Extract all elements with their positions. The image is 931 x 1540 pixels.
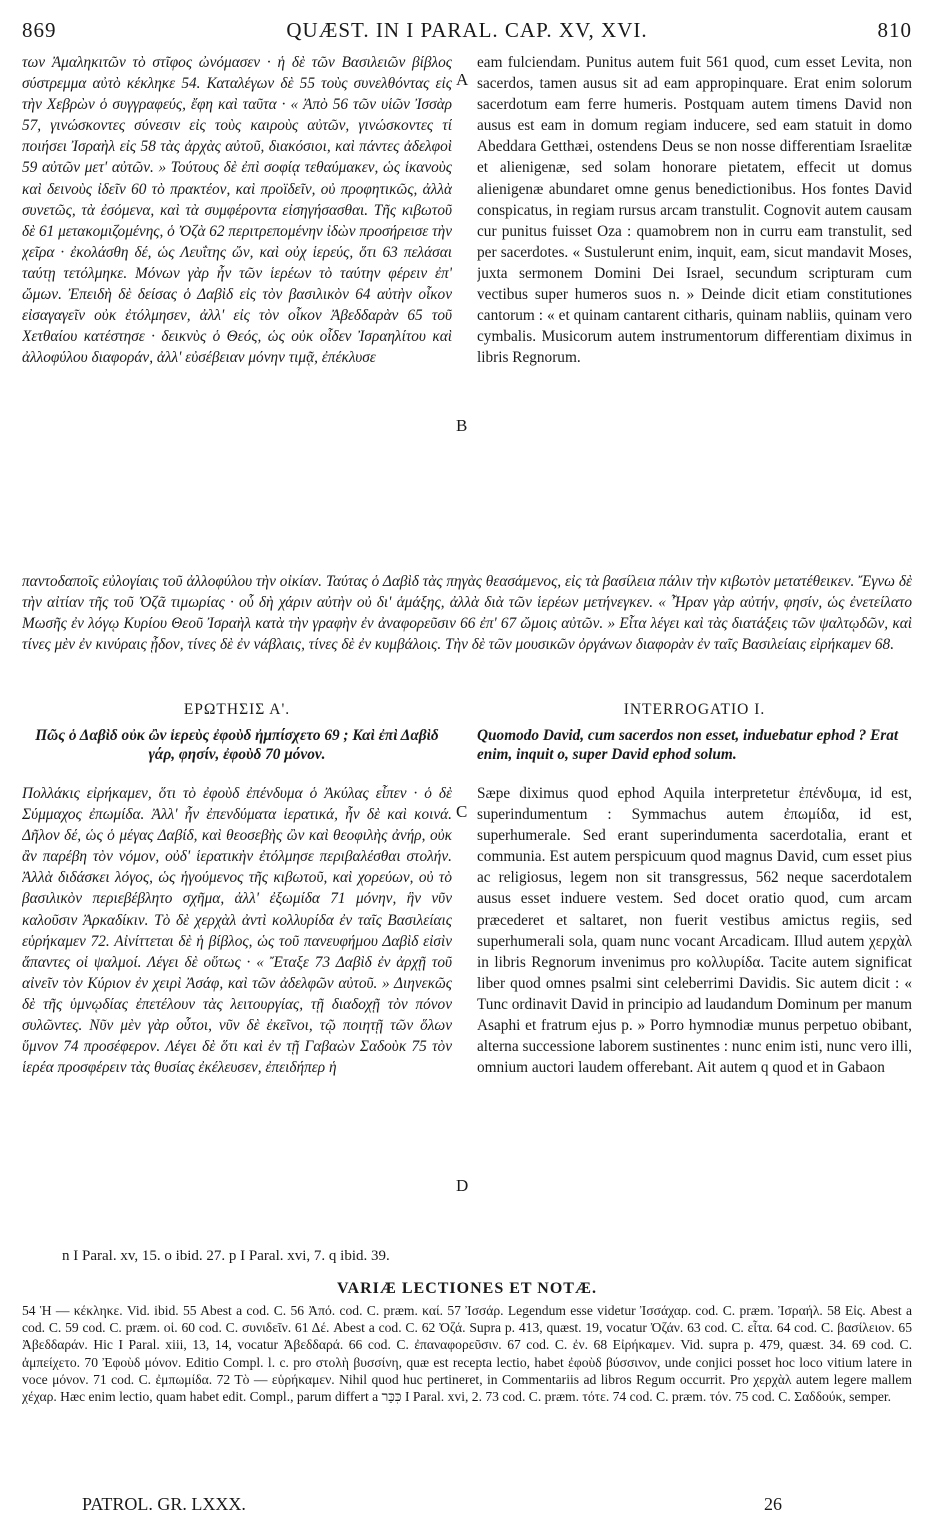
greek-column-body	[22, 783, 452, 1241]
running-title: QUÆST. IN I PARAL. CAP. XV, XVI.	[286, 18, 648, 42]
latin-column-body	[477, 783, 912, 1241]
page-number-left: 869	[22, 18, 57, 42]
margin-letter-a: A	[456, 70, 469, 89]
margin-letter-b: B	[456, 416, 468, 435]
running-header	[22, 18, 912, 48]
scripture-references: n I Paral. xv, 15. o ibid. 27. p I Paral. xvi, 7. q ibid. 39.	[62, 1248, 390, 1264]
greek-full-text: παντοδαποῖς εὐλογίαις τοῦ ἀλλοφύλου τὴν οἰκίαν. Ταύτας ὁ Δαβὶδ τὰς πηγὰς θεασάμενος, εἰς τὰ βασίλεια πάλιν τὴν κιβωτὸν μετατέθεικεν. Ἔγνω δὲ τὴν αἰτίαν τῆς τοῦ Ὀζᾶ τιμωρίας · οὗ δὴ χάριν αὐτὴν οὐ δι' ἁμάξης, ἀλλὰ διὰ τῶν ἱερέων μετήνεγκεν. « Ἦραν γὰρ αὐτήν, φησίν, ὡς ἐνετείλατο Μωσῆς ἐν λόγῳ Κυρίου Θεοῦ Ἰσραὴλ κατὰ τὴν γραφὴν ἐν ἀναφορεῦσιν 66 ἐπ' 67 ὤμοις αὐτῶν. » Εἶτα λέγει καὶ τὰς διατάξεις τῶν ψαλτῳδῶν, καὶ τίνες μὲν ἐν κινύραις ᾖδον, τίνες δὲ ἐν νάβλαις, τίνες δὲ ἐν κυμβάλοις. Τὴν δὲ τῶν μουσικῶν ὀργάνων διαφορὰν ἐν ταῖς Βασιλείαις εἰρήκαμεν 68.	[22, 573, 912, 654]
margin-letter-c: C	[456, 802, 468, 821]
greek-full-width-paragraph	[22, 556, 912, 686]
latin-question-text: Quomodo David, cum sacerdos non esset, induebatur ephod ? Erat enim, inquit o, super David ephod solum.	[477, 727, 899, 763]
greek-paragraph-top: των Ἀμαληκιτῶν τὸ στῖφος ὠνόμασεν · ἡ δὲ τῶν Βασιλειῶν βίβλος σύστρεμμα αὐτὸ κέκληκε 54. Καταλέγων δὲ 55 τοὺς συνελθόντας εἰς τὴν Χεβρὼν ὁ συγγραφεύς, ἔφη καὶ ταῦτα · « Ἀπὸ 56 τῶν υἱῶν Ἰσσὰρ 57, γινώσκοντες σύνεσιν εἰς τοὺς καιροὺς αὐτῶν, γινώσκοντες τί ποιήσει Ἰσραὴλ εἰς 58 τὰς ἀρχὰς αὐτοῦ, διακόσιοι, καὶ πάντες ἀδελφοὶ 59 αὐτῶν μετ' αὐτῶν. » Τούτους δὲ ἐπὶ σοφίᾳ τεθαύμακεν, ὡς ἱκανοὺς καὶ δεινοὺς ἰδεῖν 60 τὸ πρακτέον, καὶ προϊδεῖν, οὐ προφητικῶς, ἀλλὰ συνετῶς, τὰ ἐσόμενα, καὶ τὰ συμφέροντα εἰσηγήσασθαι. Τῆς κιβωτοῦ δὲ 61 μετακομιζομένης, ὁ Ὀζὰ 62 περιτρεπομένην ἰδὼν προσήρεισε τὴν χεῖρα · ἐκολάσθη δέ, ὡς Λευΐτης ὤν, καὶ οὐχ ἱερεύς, ὅτι 63 πελάσαι ταύτῃ τετόλμηκε. Μόνων γὰρ ἦν τῶν ἱερέων τὸ ταύτην φέρειν ἐπ' ὤμων. Ἐπειδὴ δὲ δείσας ὁ Δαβὶδ εἰς τὸν βασιλικὸν 64 αὐτὴν οἶκον εἰσαγαγεῖν οὐκ ἐτόλμησεν, ἀλλ' εἰς τὸν οἶκον Ἀβεδδαρὰν 65 τοῦ Χετθαίου κατέστησε · δεικνὺς ὁ Θεός, ὡς οὐκ οἶδεν Ἰσραηλίτου καὶ ἀλλοφύλου διαφοράν, ἀλλ' εὐσέβειαν μόνην τιμᾷ, ἐπέκλυσε	[22, 54, 452, 367]
variae-lectiones-heading: VARIÆ LECTIONES ET NOTÆ.	[337, 1280, 597, 1297]
latin-column-top	[477, 52, 912, 552]
page-number-right: 810	[877, 18, 912, 42]
greek-question-heading: ΕΡΩΤΗΣΙΣ Α'.	[183, 701, 291, 718]
page	[22, 18, 912, 1528]
latin-paragraph-top: eam fulciendam. Punitus autem fuit 561 quod, cum esset Levita, non sacerdos, tamen ausus sit ad eam appropinquare. Erat enim solorum sacerdotum eam ferre humeris. Postquam autem timens David non ausus est eam in domum regiam inducere, sed eam statuit in domo Abeddara Getthæi, ostendens Deus se non nosse differentiam Israelitæ et alienigenæ, sed solam honorare pietatem, effecit ut domus alienigenæ abundaret omne genus benedictionibus. Hos fontes David conspicatus, in regiam rursus arcam transtulit. Cognovit autem causam cur punitus fuisset Oza : quamobrem non in curru eam transtulit, sed per sacerdotes. « Sustulerunt enim, inquit, eam, sicut mandavit Moses, juxta sermonem Domini Dei Israel, secundum scripturam cum vectibus super humeros suos n. » Deinde dicit etiam constitutiones cantorum : « et quinam cantarent citharis, quinam nabliis, quinam vero cymbalis. Musicorum autem instrumentorum differentiam diximus in libris Regnorum.	[477, 54, 912, 367]
latin-body-paragraph: Sæpe diximus quod ephod Aquila interpretetur ἐπένδυμα, id est, superindumentum : Symmachus autem ἐπωμίδα, id est, superhumerale. Sed erant superindumenta sacerdotalia, erant et communia. Est autem perspicuum quod magnus David, cum esset pius ac religiosus, legem non sit transgressus, 562 neque sacerdotalem ausus esset induere vestem. Sed docet oratio quod, cum arcam præcederet et saltaret, non fuerit vestibus amictus regiis, sed superhumerali sola, quam nunc vocant Arcadicam. Illud autem χερχὰλ in libris Regnorum invenimus pro κολλυρίδα. Tacite autem significat liber quod omnes psalmi sint celeberrimi Davidis. Sic autem dicit : « Tunc ordinavit David in principio ad laudandum Dominum per manum Asaphi et fratrum ejus p. » Porro hymnodiæ munus perpetuo obibant, alterna successione laborem sustinentes : nunc enim isti, nunc vero illi, omnium auctori laudem offerebant. Ait autem q quod et in Gabaon	[477, 785, 912, 1077]
sheet-number: 26	[764, 1494, 782, 1514]
series-signature: PATROL. GR. LXXX.	[82, 1494, 246, 1514]
variant-notes: 54 Ἡ — κέκληκε. Vid. ibid. 55 Abest a cod. C. 56 Ἀπό. cod. C. præm. καί. 57 Ἰσσάρ. Legendum esse videtur Ἰσσάχαρ. cod. C. præm. Ἰσραήλ. 58 Εἰς. Abest a cod. C. 59 cod. C. præm. οἱ. 60 cod. C. συνιδεῖν. 61 Δέ. Abest a cod. C. 62 Ὀζά. Supra p. 413, quæst. 19, vocatur Ὀζάν. 63 cod. C. εἶτα. 64 cod. C. βασίλειον. 65 Ἀβεδδαράν. Hic I Paral. xiii, 13, 14, vocatur Ἀβεδδαρά. 66 cod. C. ἐπαναφορεῦσιν. 67 cod. C. ἐν. 68 Εἰρήκαμεν. Vid. supra p. 479, quæst. 34. 69 cod. C. ἀμπείχετο. 70 Ἐφοὺδ μόνον. Editio Compl. l. c. pro στολὴ βυσσίνη, quæ est recepta lectio, habet ἐφοὺδ βύσσινον, unde conjici posset hoc loco vitium latere in voce μόνον. 71 cod. C. ἐμπωμίδα. 72 Τὸ — εὑρήκαμεν. Nihil quod huc pertineret, in Commentariis ad libros Regum occurrit. Pro χερχὰλ autem legere mallem χέχαρ. Hæc enim lectio, quam habet edit. Compl., parum differt a כִּכַּר I Paral. xvi, 2. 73 cod. C. præm. τότε. 74 cod. C. præm. τόν. 75 cod. C. Σαδδούκ, semper.	[22, 1303, 912, 1405]
latin-question-heading: INTERROGATIO I.	[623, 701, 766, 718]
greek-question-text: Πῶς ὁ Δαβὶδ οὐκ ὢν ἱερεὺς ἐφοὺδ ἠμπίσχετο 69 ; Καὶ ἐπὶ Δαβὶδ γάρ, φησίν, ἐφοὺδ 70 μόνον.	[35, 727, 439, 763]
margin-letter-d: D	[456, 1176, 469, 1195]
greek-body-paragraph: Πολλάκις εἰρήκαμεν, ὅτι τὸ ἐφοὺδ ἐπένδυμα ὁ Ἀκύλας εἶπεν · ὁ δὲ Σύμμαχος ἐπωμίδα. Ἀλλ' ἦν ἐπενδύματα ἱερατικά, ἦν δὲ καὶ κοινά. Δῆλον δέ, ὡς ὁ μέγας Δαβίδ, καὶ θεοσεβὴς ὢν καὶ θεοφιλὴς ἀνήρ, οὐκ ἂν παρέβη τὸν νόμον, οὐδ' ἱερατικὴν ἐτόλμησε περιβαλέσθαι στολήν. Ἀλλὰ διδάσκει λόγος, ὡς ἡγούμενος τῆς κιβωτοῦ, καὶ χορεύων, οὐ τὸ βασιλικὸν περιεβέβλητο σχῆμα, ἀλλ' ἐξωμίδα 71 μόνην, ἣν νῦν καλοῦσιν Ἀρκαδίκιν. Τὸ δὲ χερχὰλ ἀντὶ κολλυρίδα ἐν ταῖς Βασιλείαις εὑρήκαμεν 72. Αἰνίττεται δὲ ἡ βίβλος, ὡς τοῦ πανευφήμου Δαβὶδ εἰσὶν ἅπαντες οἱ ψαλμοί. Λέγει δὲ οὕτως · « Ἔταξε 73 Δαβὶδ ἐν ἀρχῇ τοῦ αἰνεῖν τὸν Κύριον ἐν χειρὶ Ἀσάφ, καὶ τῶν ἀδελφῶν αὐτοῦ. » Διηνεκῶς δὲ τῆς ὑμνῳδίας ἐπετέλουν τὰς λειτουργίας, τῇ διαδοχῇ τὸν πόνον συλῶντες. Νῦν μὲν γὰρ οὗτοι, νῦν δὲ ἐκεῖνοι, τῷ ποιητῇ τῶν ὅλων ὕμνον 74 προσέφερον. Λέγει δὲ ὅτι καὶ ἐν τῇ Γαβαὼν Σαδοὺκ 75 τὸν ἱερέα προσφέρειν τὰς θυσίας ἐκέλευσεν, ἐπειδήπερ ἡ	[22, 785, 452, 1077]
page-footer	[82, 1494, 782, 1515]
greek-column-top	[22, 52, 452, 552]
